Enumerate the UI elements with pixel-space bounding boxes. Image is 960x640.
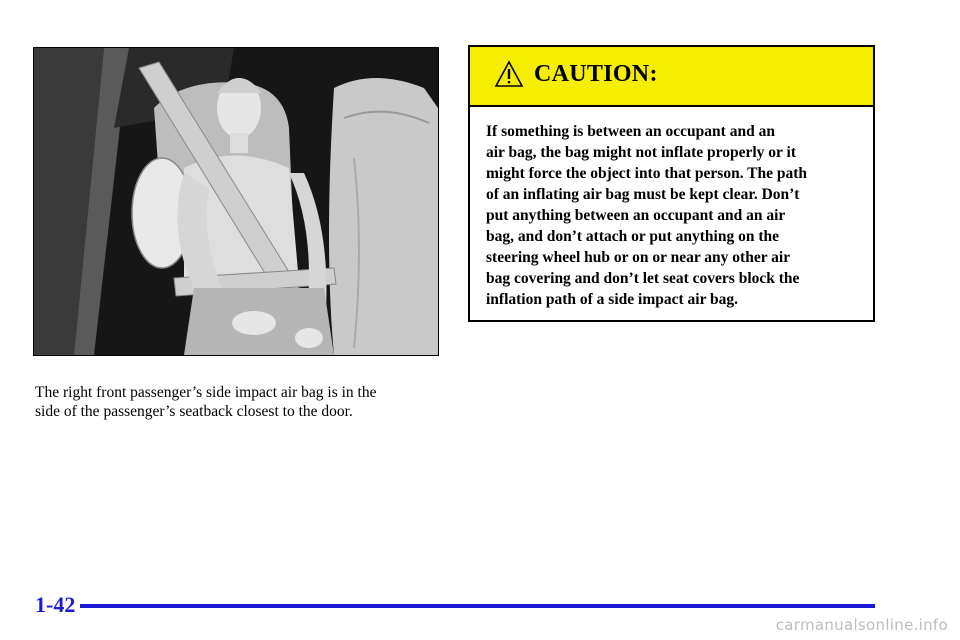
footer-rule: [80, 604, 875, 608]
caution-line: might force the object into that person. The path: [486, 165, 808, 182]
caution-line: air bag, the bag might not inflate properly or it: [486, 144, 796, 161]
warning-triangle-icon: [494, 60, 524, 88]
caution-line: of an inflating air bag must be kept clear. Don’t: [486, 186, 800, 203]
caution-text: [470, 107, 873, 310]
caution-line: steering wheel hub or on or near any other air: [486, 249, 791, 266]
caution-header: [470, 47, 873, 107]
caution-title: CAUTION:: [534, 61, 658, 87]
caution-line: bag, and don’t attach or put anything on the: [486, 228, 779, 245]
caption-line: The right front passenger’s side impact air bag is in the: [35, 384, 377, 401]
caution-line: If something is between an occupant and an: [486, 123, 775, 140]
caption-line: side of the passenger’s seatback closest to the door.: [35, 403, 353, 420]
caution-line: inflation path of a side impact air bag.: [486, 291, 739, 308]
watermark-text: carmanualsonline.info: [775, 616, 948, 634]
passenger-airbag-illustration: [33, 47, 439, 356]
figure-caption: [35, 383, 445, 421]
caution-line: put anything between an occupant and an air: [486, 207, 786, 224]
caution-line: bag covering and don’t let seat covers block the: [486, 270, 800, 287]
page-number: 1-42: [35, 592, 76, 617]
caution-box: [468, 45, 875, 322]
